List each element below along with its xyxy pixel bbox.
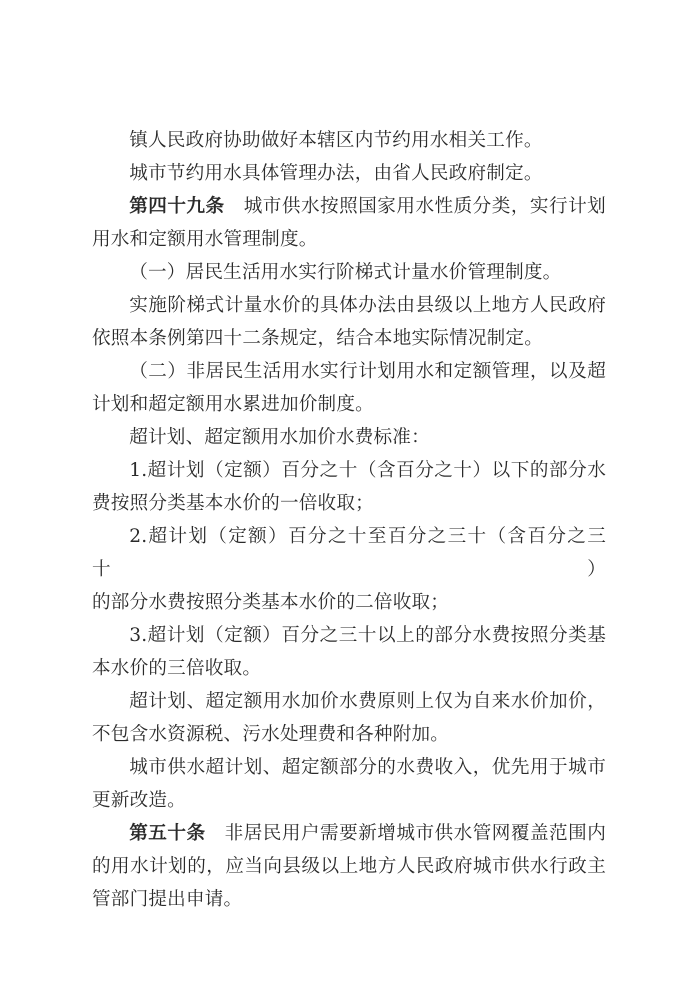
body-text: 城市供水超计划、超定额部分的水费收入，优先用于城市 <box>129 757 606 778</box>
paragraph-line <box>92 487 606 520</box>
paragraph-line <box>92 256 606 289</box>
body-text: 管部门提出申请。 <box>92 889 243 910</box>
paragraph-line <box>92 388 606 421</box>
body-text: 城市节约用水具体管理办法，由省人民政府制定。 <box>129 163 543 184</box>
body-text: 本水价的三倍收取。 <box>92 658 262 679</box>
body-text: （二）非居民生活用水实行计划用水和定额管理，以及超 <box>129 361 606 382</box>
paragraph-line <box>92 784 606 817</box>
body-text: 计划和超定额用水累进加价制度。 <box>92 394 374 415</box>
paragraph-line <box>92 124 606 157</box>
body-text: 非居民用户需要新增城市供水管网覆盖范围内 <box>205 823 606 844</box>
body-text: 城市供水按照国家用水性质分类，实行计划 <box>224 196 606 217</box>
paragraph-line <box>92 454 606 487</box>
paragraph-line <box>92 355 606 388</box>
text-block <box>92 124 606 916</box>
article-heading: 第五十条 <box>129 823 206 844</box>
paragraph-line <box>92 817 606 850</box>
body-text: 更新改造。 <box>92 790 186 811</box>
body-text: 不包含水资源税、污水处理费和各种附加。 <box>92 724 450 745</box>
body-text: （一）居民生活用水实行阶梯式计量水价管理制度。 <box>129 262 562 283</box>
paragraph-line <box>92 322 606 355</box>
paragraph-line <box>92 850 606 883</box>
body-text: 超计划、超定额用水加价水费原则上仅为自来水价加价， <box>129 691 606 712</box>
body-text: 实施阶梯式计量水价的具体办法由县级以上地方人民政府 <box>129 295 606 316</box>
paragraph-line <box>92 421 606 454</box>
body-text: 费按照分类基本水价的一倍收取； <box>92 493 374 514</box>
paragraph-line <box>92 718 606 751</box>
paragraph-line <box>92 652 606 685</box>
paragraph-line <box>92 751 606 784</box>
body-text: 2.超计划（定额）百分之十至百分之三十（含百分之三十） <box>92 526 606 580</box>
body-text: 超计划、超定额用水加价水费标准： <box>129 427 430 448</box>
paragraph-line <box>92 586 606 619</box>
body-text: 1.超计划（定额）百分之十（含百分之十）以下的部分水 <box>129 460 606 481</box>
article-heading: 第四十九条 <box>129 196 225 217</box>
body-text: 用水和定额用水管理制度。 <box>92 229 318 250</box>
body-text: 的用水计划的，应当向县级以上地方人民政府城市供水行政主 <box>92 856 606 877</box>
body-text: 的部分水费按照分类基本水价的二倍收取； <box>92 592 450 613</box>
body-text: 镇人民政府协助做好本辖区内节约用水相关工作。 <box>129 130 543 151</box>
paragraph-line <box>92 520 606 586</box>
body-text: 3.超计划（定额）百分之三十以上的部分水费按照分类基 <box>129 625 606 646</box>
paragraph-line <box>92 883 606 916</box>
paragraph-line <box>92 223 606 256</box>
paragraph-line <box>92 190 606 223</box>
paragraph-line <box>92 157 606 190</box>
paragraph-line <box>92 289 606 322</box>
paragraph-line <box>92 619 606 652</box>
body-text: 依照本条例第四十二条规定，结合本地实际情况制定。 <box>92 328 544 349</box>
paragraph-line <box>92 685 606 718</box>
